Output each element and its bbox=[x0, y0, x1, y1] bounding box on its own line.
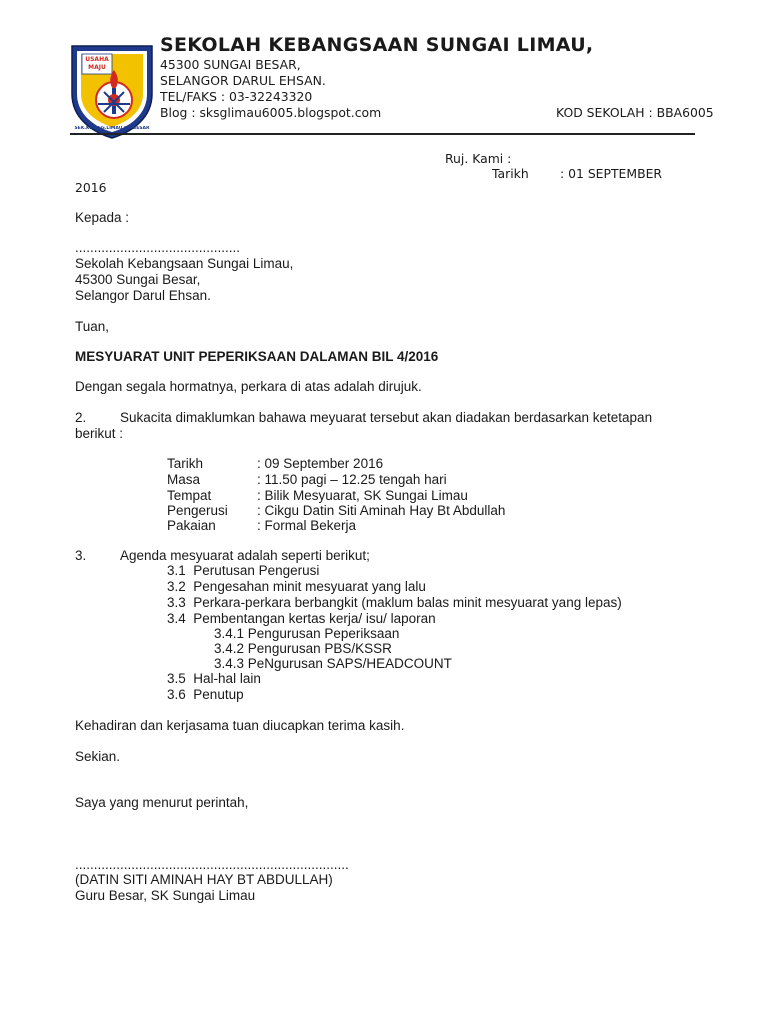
detail-label: Tempat bbox=[167, 488, 212, 503]
agenda-number: 3.4.3 bbox=[214, 656, 245, 671]
closing-thanks: Kehadiran dan kerjasama tuan diucapkan terima kasih. bbox=[75, 718, 405, 733]
agenda-text: Perkara-perkara berbangkit (maklum balas minit mesyuarat yang lepas) bbox=[193, 595, 622, 610]
ref-date-year: 2016 bbox=[75, 180, 107, 195]
agenda-item bbox=[167, 611, 436, 627]
header-divider bbox=[70, 133, 695, 135]
school-code: KOD SEKOLAH : BBA6005 bbox=[556, 105, 714, 120]
school-name: SEKOLAH KEBANGSAAN SUNGAI LIMAU, bbox=[160, 34, 594, 56]
recipient-line-3: Selangor Darul Ehsan. bbox=[75, 288, 211, 303]
agenda-subitem bbox=[214, 626, 399, 642]
salutation: Tuan, bbox=[75, 319, 110, 334]
ref-date-label: Tarikh bbox=[492, 166, 529, 181]
recipient-line-2: 45300 Sungai Besar, bbox=[75, 272, 201, 287]
agenda-item bbox=[167, 563, 319, 579]
agenda-number: 3.4.2 bbox=[214, 641, 245, 656]
detail-label: Tarikh bbox=[167, 456, 204, 471]
closing-yours: Saya yang menurut perintah, bbox=[75, 795, 249, 810]
agenda-text: Penutup bbox=[193, 687, 244, 702]
blog-link: Blog : sksglimau6005.blogspot.com bbox=[160, 105, 382, 120]
detail-row bbox=[167, 488, 468, 504]
detail-label: Masa bbox=[167, 472, 201, 487]
crest-ring-text: SEK.KEB.SG.LIMAU,SG.BESAR bbox=[74, 126, 150, 131]
detail-row bbox=[167, 503, 505, 519]
signature-line: ......................................................................... bbox=[75, 857, 349, 872]
address-line-1: 45300 SUNGAI BESAR, bbox=[160, 57, 301, 72]
agenda-number: 3.5 bbox=[167, 671, 186, 686]
agenda-number: 3.4.1 bbox=[214, 626, 245, 641]
detail-value: : Cikgu Datin Siti Aminah Hay Bt Abdullah bbox=[257, 503, 506, 518]
detail-value: : Bilik Mesyuarat, SK Sungai Limau bbox=[257, 488, 468, 503]
agenda-item bbox=[167, 595, 622, 611]
paragraph-3-text: Agenda mesyuarat adalah seperti berikut; bbox=[120, 548, 370, 563]
agenda-text: Pengesahan minit mesyuarat yang lalu bbox=[193, 579, 426, 594]
paragraph-1: Dengan segala hormatnya, perkara di atas adalah dirujuk. bbox=[75, 379, 422, 394]
agenda-subitem bbox=[214, 656, 452, 672]
detail-row bbox=[167, 472, 447, 488]
signatory-title: Guru Besar, SK Sungai Limau bbox=[75, 888, 256, 903]
agenda-number: 3.6 bbox=[167, 687, 186, 702]
detail-row bbox=[167, 518, 356, 534]
detail-value: : Formal Bekerja bbox=[257, 518, 357, 533]
tel-fax: TEL/FAKS : 03-32243320 bbox=[160, 89, 313, 104]
subject-heading: MESYUARAT UNIT PEPERIKSAAN DALAMAN BIL 4/2016 bbox=[75, 349, 439, 364]
detail-value: : 09 September 2016 bbox=[257, 456, 384, 471]
agenda-item bbox=[167, 671, 261, 687]
ref-date-value: : 01 SEPTEMBER bbox=[560, 166, 663, 181]
agenda-text: Pengurusan PBS/KSSR bbox=[247, 641, 392, 656]
ref-ruj: Ruj. Kami : bbox=[445, 151, 512, 166]
detail-row bbox=[167, 456, 383, 472]
recipient-dots: ............................................ bbox=[75, 240, 241, 255]
agenda-text: Hal-hal lain bbox=[193, 671, 261, 686]
kepada-label: Kepada : bbox=[75, 210, 130, 225]
agenda-number: 3.2 bbox=[167, 579, 186, 594]
agenda-number: 3.1 bbox=[167, 563, 186, 578]
paragraph-2-text-cont: berikut : bbox=[75, 426, 124, 441]
agenda-text: PeNgurusan SAPS/HEADCOUNT bbox=[247, 656, 452, 671]
agenda-number: 3.4 bbox=[167, 611, 186, 626]
agenda-text: Perutusan Pengerusi bbox=[193, 563, 320, 578]
closing-sekian: Sekian. bbox=[75, 749, 121, 764]
detail-label: Pengerusi bbox=[167, 503, 228, 518]
agenda-subitem bbox=[214, 641, 392, 657]
signatory-name: (DATIN SITI AMINAH HAY BT ABDULLAH) bbox=[75, 872, 333, 887]
detail-value: : 11.50 pagi – 12.25 tengah hari bbox=[257, 472, 447, 487]
recipient-line-1: Sekolah Kebangsaan Sungai Limau, bbox=[75, 256, 294, 271]
agenda-text: Pembentangan kertas kerja/ isu/ laporan bbox=[193, 611, 436, 626]
crest-motto: USAHA MAJU bbox=[85, 56, 109, 71]
agenda-text: Pengurusan Peperiksaan bbox=[247, 626, 400, 641]
address-line-2: SELANGOR DARUL EHSAN. bbox=[160, 73, 326, 88]
agenda-number: 3.3 bbox=[167, 595, 186, 610]
agenda-item bbox=[167, 579, 426, 595]
paragraph-2-number: 2. bbox=[75, 410, 87, 425]
detail-label: Pakaian bbox=[167, 518, 216, 533]
agenda-item bbox=[167, 687, 244, 703]
paragraph-3-number: 3. bbox=[75, 548, 87, 563]
paragraph-2-text: Sukacita dimaklumkan bahawa meyuarat tersebut akan diadakan berdasarkan ketetapan bbox=[120, 410, 653, 425]
